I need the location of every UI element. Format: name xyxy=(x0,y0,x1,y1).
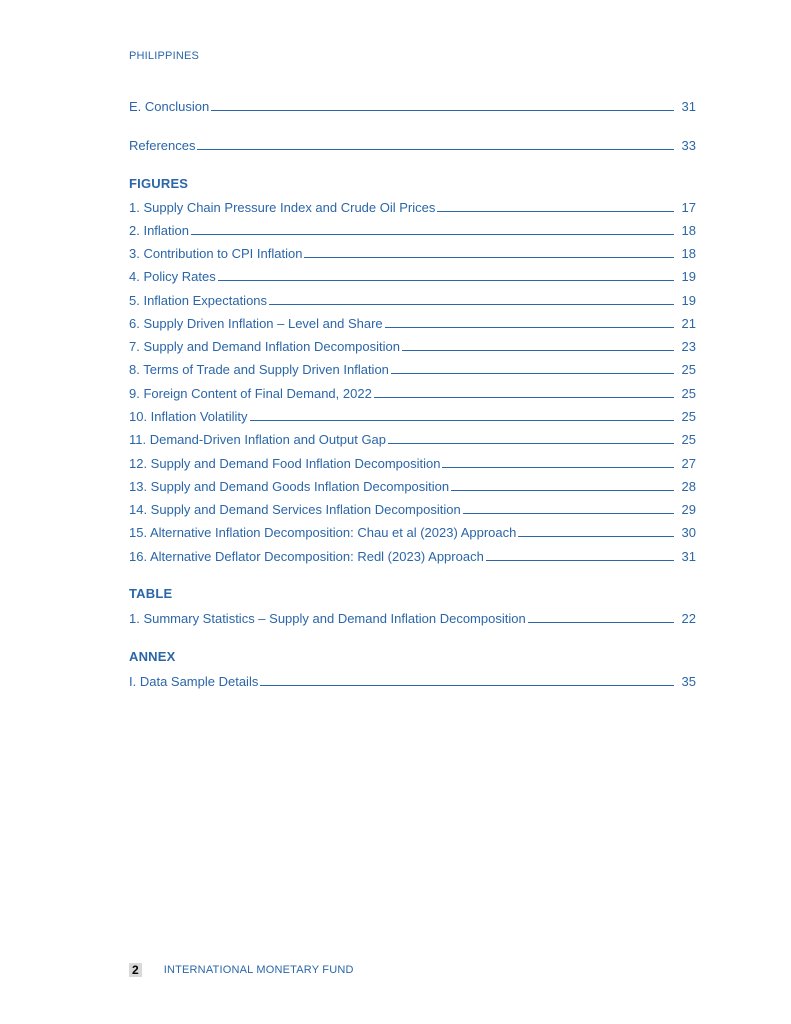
figure-entry-label: 15. Alternative Inflation Decomposition: Chau et al (2023) Approach xyxy=(129,525,517,540)
table-entry[interactable] xyxy=(129,608,696,626)
toc-leader-line xyxy=(451,489,674,491)
figure-entry[interactable] xyxy=(129,429,696,447)
figure-entry[interactable] xyxy=(129,220,696,238)
figure-entry[interactable] xyxy=(129,499,696,517)
toc-entry-page: 33 xyxy=(681,138,696,153)
toc-leader-line xyxy=(374,396,674,398)
figure-entry-page: 19 xyxy=(681,269,696,284)
toc-leader-line xyxy=(486,559,674,561)
figure-entry-page: 28 xyxy=(681,479,696,494)
figure-entry[interactable] xyxy=(129,522,696,540)
figure-entry-label: 7. Supply and Demand Inflation Decomposition xyxy=(129,339,400,354)
figure-entry-page: 23 xyxy=(681,339,696,354)
toc-leader-line xyxy=(391,372,674,374)
figure-entry-label: 6. Supply Driven Inflation – Level and Share xyxy=(129,316,383,331)
table-entry-page: 22 xyxy=(681,611,696,626)
figure-entry-label: 5. Inflation Expectations xyxy=(129,293,268,308)
page-header: PHILIPPINES xyxy=(129,50,200,62)
figure-entry-page: 25 xyxy=(681,362,696,377)
toc-leader-line xyxy=(269,303,674,305)
figure-entry-label: 9. Foreign Content of Final Demand, 2022 xyxy=(129,386,372,401)
figure-entry-label: 12. Supply and Demand Food Inflation Decomposition xyxy=(129,456,441,471)
footer-organization: INTERNATIONAL MONETARY FUND xyxy=(163,964,354,976)
toc-leader-line xyxy=(518,535,674,537)
toc-entry[interactable] xyxy=(129,135,696,153)
figure-entry-label: 13. Supply and Demand Goods Inflation Decomposition xyxy=(129,479,450,494)
toc-entry-label: E. Conclusion xyxy=(129,99,210,114)
page-footer xyxy=(129,963,354,977)
figure-entry-page: 25 xyxy=(681,432,696,447)
annex-entry[interactable] xyxy=(129,671,696,689)
toc-leader-line xyxy=(402,349,674,351)
toc-leader-line xyxy=(304,256,674,258)
figure-entry-label: 2. Inflation xyxy=(129,223,189,238)
toc-entry[interactable] xyxy=(129,96,696,114)
figure-entry-label: 8. Terms of Trade and Supply Driven Inflation xyxy=(129,362,389,377)
figure-entry-page: 29 xyxy=(681,502,696,517)
table-entry-label: 1. Summary Statistics – Supply and Demand Inflation Decomposition xyxy=(129,611,526,626)
table-heading: TABLE xyxy=(129,586,173,601)
figure-entry[interactable] xyxy=(129,406,696,424)
figure-entry[interactable] xyxy=(129,197,696,215)
figure-entry-page: 27 xyxy=(681,456,696,471)
figure-entry[interactable] xyxy=(129,476,696,494)
toc-entry-label: References xyxy=(129,138,196,153)
figure-entry[interactable] xyxy=(129,336,696,354)
toc-leader-line xyxy=(388,442,674,444)
toc-leader-line xyxy=(211,109,674,111)
figure-entry-label: 14. Supply and Demand Services Inflation Decomposition xyxy=(129,502,461,517)
figure-entry-page: 25 xyxy=(681,409,696,424)
figure-entry-page: 25 xyxy=(681,386,696,401)
page-number: 2 xyxy=(129,963,142,977)
figure-entry-page: 31 xyxy=(681,549,696,564)
figure-entry-page: 21 xyxy=(681,316,696,331)
figure-entry-label: 16. Alternative Deflator Decomposition: Redl (2023) Approach xyxy=(129,549,484,564)
figure-entry-label: 4. Policy Rates xyxy=(129,269,216,284)
toc-leader-line xyxy=(191,233,674,235)
figure-entry-label: 11. Demand-Driven Inflation and Output Gap xyxy=(129,432,387,447)
figure-entry[interactable] xyxy=(129,243,696,261)
toc-leader-line xyxy=(442,466,674,468)
toc-leader-line xyxy=(385,326,674,328)
figure-entry-label: 1. Supply Chain Pressure Index and Crude Oil Prices xyxy=(129,200,436,215)
figure-entry-page: 19 xyxy=(681,293,696,308)
toc-leader-line xyxy=(218,279,674,281)
figure-entry[interactable] xyxy=(129,453,696,471)
toc-leader-line xyxy=(463,512,674,514)
figure-entry-page: 18 xyxy=(681,246,696,261)
figure-entry[interactable] xyxy=(129,313,696,331)
figure-entry-page: 30 xyxy=(681,525,696,540)
toc-leader-line xyxy=(260,684,674,686)
figure-entry[interactable] xyxy=(129,383,696,401)
annex-entry-label: I. Data Sample Details xyxy=(129,674,259,689)
toc-entry-page: 31 xyxy=(681,99,696,114)
figure-entry[interactable] xyxy=(129,359,696,377)
toc-leader-line xyxy=(528,621,674,623)
figure-entry-page: 18 xyxy=(681,223,696,238)
figure-entry[interactable] xyxy=(129,546,696,564)
figure-entry[interactable] xyxy=(129,266,696,284)
figure-entry[interactable] xyxy=(129,290,696,308)
annex-heading: ANNEX xyxy=(129,649,176,664)
figure-entry-label: 10. Inflation Volatility xyxy=(129,409,248,424)
toc-leader-line xyxy=(250,419,674,421)
figure-entry-page: 17 xyxy=(681,200,696,215)
toc-leader-line xyxy=(197,148,674,150)
toc-leader-line xyxy=(437,210,674,212)
annex-entry-page: 35 xyxy=(681,674,696,689)
figures-heading: FIGURES xyxy=(129,176,189,191)
figure-entry-label: 3. Contribution to CPI Inflation xyxy=(129,246,303,261)
